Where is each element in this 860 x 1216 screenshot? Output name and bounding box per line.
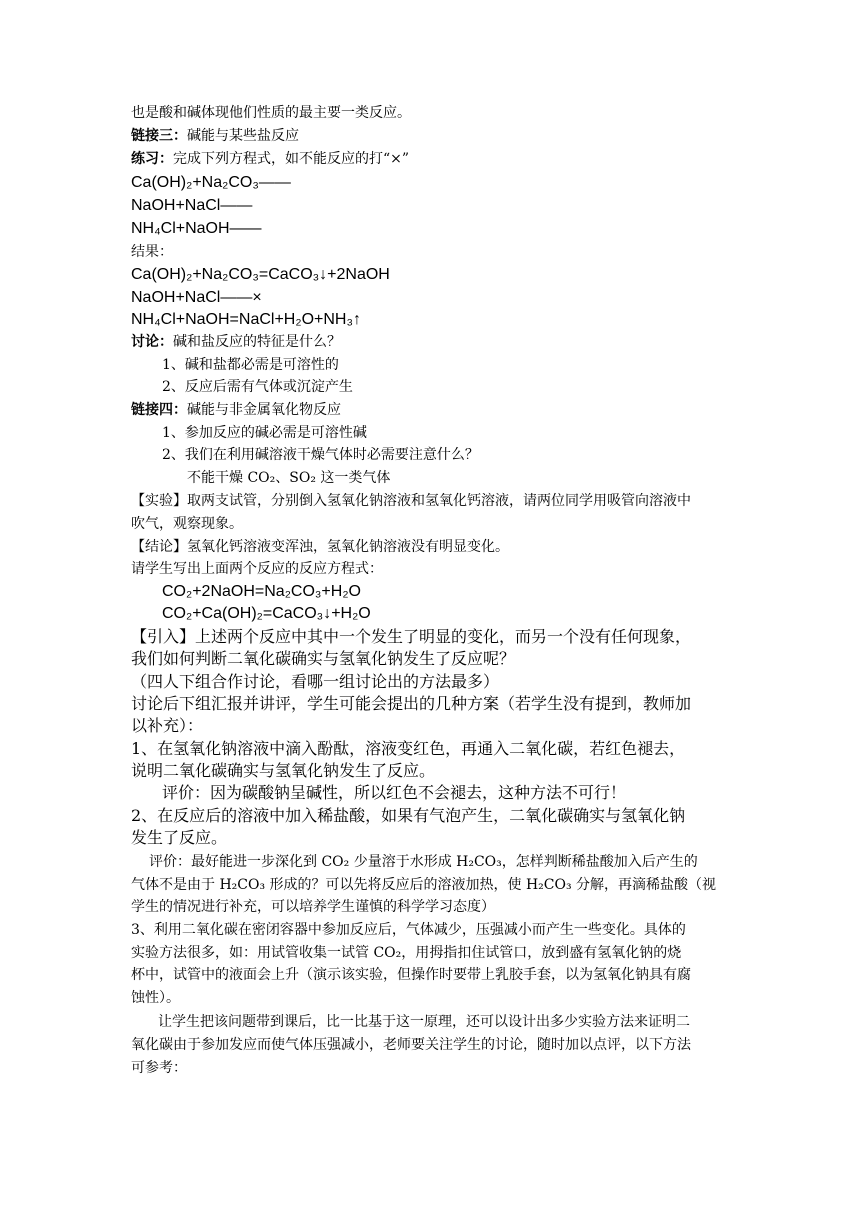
equation-line: Ca(OH)₂+Na₂CO₃=CaCO₃↓+2NaOH bbox=[131, 266, 390, 283]
equation-line: CO₂+Ca(OH)₂=CaCO₃↓+H₂O bbox=[162, 605, 371, 622]
discussion-line bbox=[131, 332, 341, 352]
text-line: 讨论后下组汇报并讲评，学生可能会提出的几种方案（若学生没有提到，教师加 bbox=[131, 694, 692, 713]
list-item: 2、我们在利用碱溶液干燥气体时必需要注意什么？ bbox=[162, 447, 479, 463]
experiment-line: 【实验】取两支试管，分别倒入氢氧化钠溶液和氢氧化钙溶液，请两位同学用吸管向溶液中 bbox=[131, 493, 691, 509]
paragraph-line: 可参考： bbox=[131, 1060, 187, 1076]
experiment-line: 吹气，观察现象。 bbox=[131, 516, 243, 532]
equation-line: NH₄Cl+NaOH—— bbox=[131, 220, 262, 237]
heading-text: 碱能与非金属氧化物反应 bbox=[187, 402, 341, 418]
discussion-label: 讨论： bbox=[131, 334, 173, 350]
evaluation-line: 评价：因为碳酸钠呈碱性，所以红色不会褪去，这种方法不可行！ bbox=[162, 783, 627, 802]
method-line: 发生了反应。 bbox=[131, 828, 228, 847]
evaluation-line: 气体不是由于 H₂CO₃ 形成的？可以先将反应后的溶液加热，使 H₂CO₃ 分解，再滴稀盐酸（视 bbox=[131, 877, 717, 893]
text-line: （四人下组合作讨论，看哪一组讨论出的方法最多） bbox=[131, 672, 500, 691]
method-line: 实验方法很多，如：用试管收集一试管 CO₂，用拇指扣住试管口，放到盛有氢氧化钠的烧 bbox=[131, 945, 682, 961]
intro-line: 【引入】上述两个反应中其中一个发生了明显的变化，而另一个没有任何现象， bbox=[131, 627, 692, 646]
paragraph-line: 氧化碳由于参加发应而使气体压强减小，老师要关注学生的讨论，随时加以点评，以下方法 bbox=[131, 1037, 691, 1053]
equation-line: NaOH+NaCl——× bbox=[131, 289, 262, 306]
equation-line: NaOH+NaCl—— bbox=[131, 197, 253, 214]
text-line: 也是酸和碱体现他们性质的最主要一类反应。 bbox=[131, 105, 411, 121]
method-line: 说明二氧化碳确实与氢氧化钠发生了反应。 bbox=[131, 761, 436, 780]
evaluation-line: 评价：最好能进一步深化到 CO₂ 少量溶于水形成 H₂CO₃，怎样判断稀盐酸加入后产生的 bbox=[149, 854, 698, 870]
list-item: 1、碱和盐都必需是可溶性的 bbox=[162, 357, 339, 373]
result-label: 结果： bbox=[131, 244, 173, 260]
method-line: 3、利用二氧化碳在密闭容器中参加反应后，气体减少，压强减小而产生一些变化。具体的 bbox=[131, 922, 686, 938]
exercise-text: 完成下列方程式，如不能反应的打“×” bbox=[173, 151, 410, 167]
text-line: 请学生写出上面两个反应的反应方程式： bbox=[131, 561, 383, 577]
paragraph-line: 让学生把该问题带到课后，比一比基于这一原理，还可以设计出多少实验方法来证明二 bbox=[158, 1014, 690, 1030]
exercise-line bbox=[131, 149, 409, 169]
section-heading-link3 bbox=[131, 126, 299, 146]
list-item: 2、反应后需有气体或沉淀产生 bbox=[162, 379, 353, 395]
intro-line: 我们如何判断二氧化碳确实与氢氧化钠发生了反应呢？ bbox=[131, 649, 516, 668]
equation-line: NH₄Cl+NaOH=NaCl+H₂O+NH₃↑ bbox=[131, 311, 361, 328]
equation-line: Ca(OH)₂+Na₂CO₃—— bbox=[131, 174, 291, 191]
list-item: 1、参加反应的碱必需是可溶性碱 bbox=[162, 425, 367, 441]
discussion-text: 碱和盐反应的特征是什么？ bbox=[173, 334, 341, 350]
text-line: 不能干燥 CO₂、SO₂ 这一类气体 bbox=[187, 470, 391, 486]
method-line: 蚀性）。 bbox=[131, 990, 180, 1006]
heading-text: 碱能与某些盐反应 bbox=[187, 128, 299, 144]
conclusion-line: 【结论】氢氧化钙溶液变浑浊，氢氧化钠溶液没有明显变化。 bbox=[131, 539, 509, 555]
method-line: 2、在反应后的溶液中加入稀盐酸，如果有气泡产生，二氧化碳确实与氢氧化钠 bbox=[131, 806, 686, 825]
text-line: 以补充）： bbox=[131, 716, 204, 735]
section-heading-link4 bbox=[131, 400, 341, 420]
method-line: 杯中，试管中的液面会上升（演示该实验，但操作时要带上乳胶手套，以为氢氧化钠具有腐 bbox=[131, 967, 691, 983]
method-line: 1、在氢氧化钠溶液中滴入酚酞，溶液变红色，再通入二氧化碳，若红色褪去， bbox=[131, 739, 686, 758]
heading-label: 链接四： bbox=[131, 402, 187, 418]
heading-label: 链接三： bbox=[131, 128, 187, 144]
equation-line: CO₂+2NaOH=Na₂CO₃+H₂O bbox=[162, 583, 361, 600]
evaluation-line: 学生的情况进行补充，可以培养学生谨慎的科学学习态度） bbox=[131, 899, 495, 915]
exercise-label: 练习： bbox=[131, 151, 173, 167]
